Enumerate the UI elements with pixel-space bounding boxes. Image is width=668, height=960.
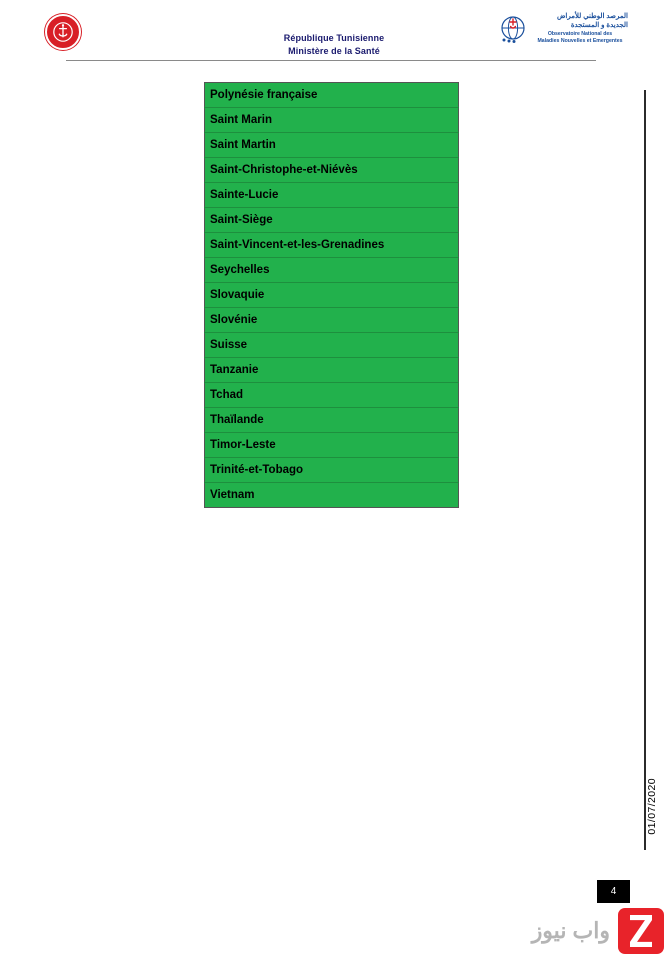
table-row — [205, 283, 459, 308]
onmne-french-line2: Maladies Nouvelles et Emergentes — [537, 38, 623, 44]
country-cell: Suisse — [205, 333, 459, 358]
country-cell: Saint Marin — [205, 108, 459, 133]
side-divider — [644, 90, 646, 850]
country-cell: Saint-Vincent-et-les-Grenadines — [205, 233, 459, 258]
country-table — [204, 82, 459, 508]
table-row — [205, 358, 459, 383]
onmne-arabic-title — [532, 12, 628, 30]
table-row — [205, 133, 459, 158]
onmne-french-line1: Observatoire National des — [547, 31, 613, 37]
onmne-logo — [498, 12, 628, 48]
country-cell: Slovénie — [205, 308, 459, 333]
country-cell: Tanzanie — [205, 358, 459, 383]
onmne-arabic-line1: المرصد الوطني للأمراض — [556, 13, 628, 20]
table-row — [205, 483, 459, 508]
page-header — [0, 0, 668, 62]
table-row — [205, 83, 459, 108]
header-divider — [66, 60, 596, 61]
table-row — [205, 408, 459, 433]
page-number: 4 — [597, 880, 630, 903]
table-row — [205, 333, 459, 358]
country-cell: Saint-Christophe-et-Niévès — [205, 158, 459, 183]
table-row — [205, 233, 459, 258]
z-logo-icon — [618, 908, 664, 954]
table-row — [205, 208, 459, 233]
country-cell: Seychelles — [205, 258, 459, 283]
onmne-globe-icon — [498, 14, 528, 44]
country-cell: Slovaquie — [205, 283, 459, 308]
country-table-body — [205, 83, 459, 508]
document-date: 01/07/2020 — [646, 778, 658, 835]
watermark-text: واب نيوز — [531, 918, 610, 943]
table-row — [205, 158, 459, 183]
country-cell: Tchad — [205, 383, 459, 408]
country-cell: Sainte-Lucie — [205, 183, 459, 208]
onmne-french-title — [532, 31, 628, 45]
country-cell: Saint Martin — [205, 133, 459, 158]
table-row — [205, 108, 459, 133]
country-cell: Vietnam — [205, 483, 459, 508]
table-row — [205, 383, 459, 408]
table-row — [205, 258, 459, 283]
header-title-line2: Ministère de la Santé — [288, 46, 380, 56]
watermark — [532, 906, 664, 956]
country-cell: Saint-Siège — [205, 208, 459, 233]
table-row — [205, 458, 459, 483]
table-row — [205, 308, 459, 333]
country-cell: Thaïlande — [205, 408, 459, 433]
onmne-arabic-line2: الجديدة و المستجدة — [570, 22, 628, 29]
table-row — [205, 183, 459, 208]
country-cell: Polynésie française — [205, 83, 459, 108]
country-cell: Trinité-et-Tobago — [205, 458, 459, 483]
country-cell: Timor-Leste — [205, 433, 459, 458]
header-title-line1: République Tunisienne — [283, 33, 385, 43]
table-row — [205, 433, 459, 458]
